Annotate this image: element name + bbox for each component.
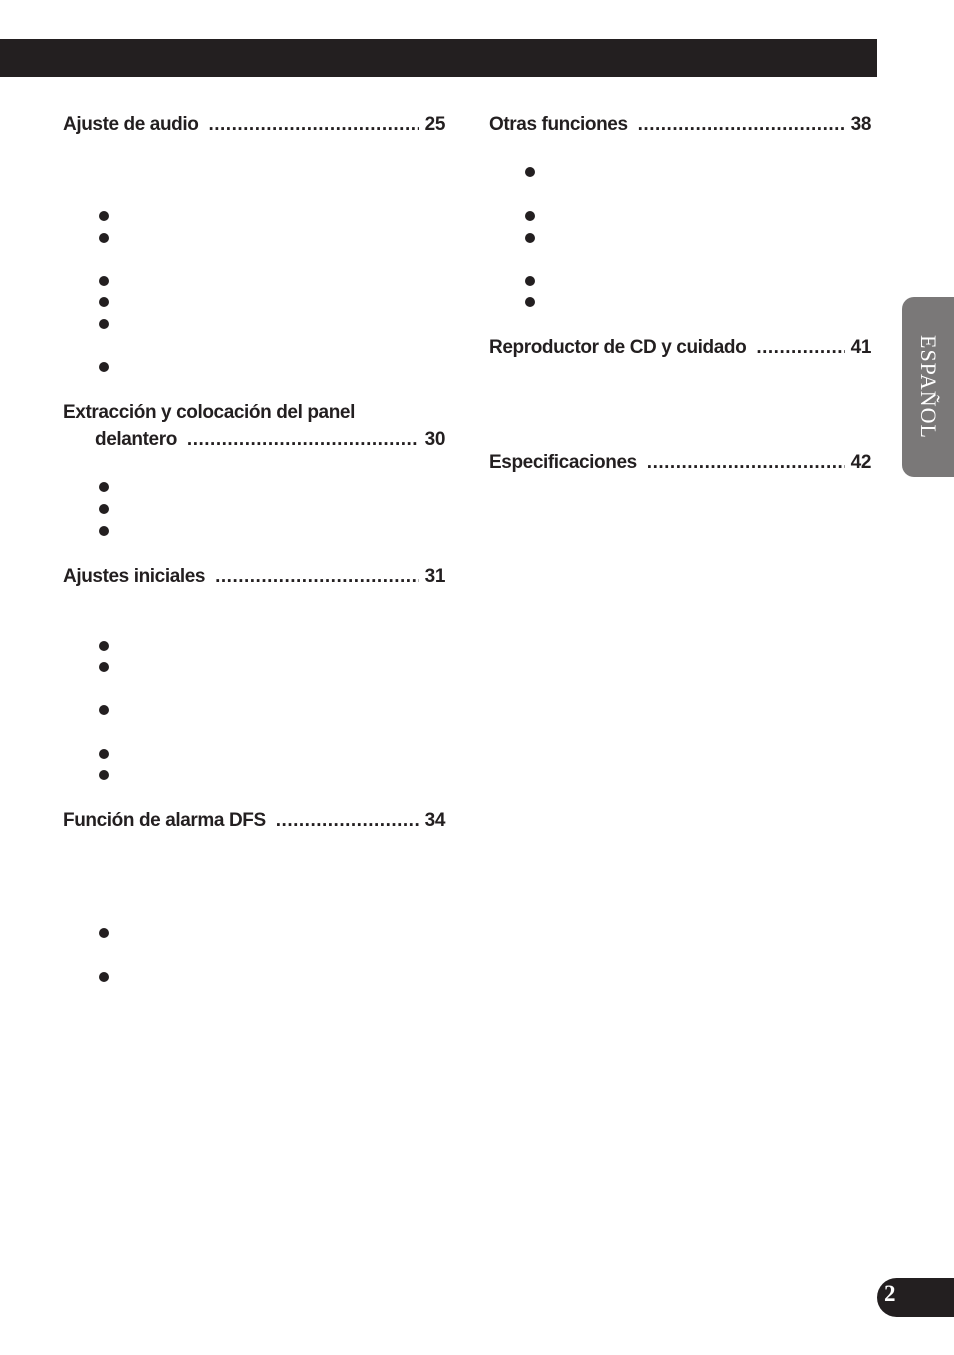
bullet-icon [99, 482, 109, 492]
bullet-icon [525, 167, 535, 177]
toc-page-number: 30 [424, 429, 445, 450]
dot-leader [647, 451, 845, 475]
dot-leader [208, 113, 418, 137]
language-tab-label: ESPAÑOL [916, 335, 941, 439]
toc-entry-title[interactable]: Extracción y colocación del panel [63, 402, 355, 423]
bullet-icon [99, 749, 109, 759]
toc-entry-especificaciones[interactable] [489, 451, 871, 475]
language-tab [902, 297, 954, 477]
bullet-icon [99, 972, 109, 982]
toc-page-number: 25 [424, 114, 445, 135]
bullet-icon [99, 233, 109, 243]
dot-leader [756, 336, 844, 360]
bullet-icon [99, 297, 109, 307]
bullet-icon [525, 276, 535, 286]
dot-leader [276, 809, 419, 833]
bullet-icon [99, 928, 109, 938]
bullet-icon [99, 770, 109, 780]
toc-entry-funcion-alarma-dfs[interactable] [63, 809, 445, 833]
toc-page-number: 31 [424, 566, 445, 587]
bullet-icon [99, 276, 109, 286]
toc-page-number: 38 [850, 114, 871, 135]
toc-entry-title-continued: delantero [95, 429, 177, 450]
toc-entry-title: Otras funciones [489, 114, 628, 135]
bullet-icon [525, 297, 535, 307]
bullet-icon [99, 526, 109, 536]
header-bar [0, 39, 877, 77]
dot-leader [187, 428, 419, 452]
bullet-icon [99, 362, 109, 372]
bullet-icon [99, 662, 109, 672]
toc-entry-title: Reproductor de CD y cuidado [489, 337, 747, 358]
bullet-icon [99, 319, 109, 329]
page-number-badge [877, 1278, 954, 1317]
toc-entry-ajuste-de-audio[interactable] [63, 113, 445, 137]
dot-leader [638, 113, 845, 137]
bullet-icon [99, 705, 109, 715]
toc-entry-reproductor-cd[interactable] [489, 336, 871, 360]
toc-entry-title: Función de alarma DFS [63, 810, 266, 831]
bullet-icon [99, 641, 109, 651]
toc-entry-title: Ajuste de audio [63, 114, 199, 135]
toc-entry-otras-funciones[interactable] [489, 113, 871, 137]
bullet-icon [525, 211, 535, 221]
page-number: 2 [884, 1281, 896, 1306]
toc-page-number: 41 [850, 337, 871, 358]
toc-entry-extraccion-panel[interactable] [95, 428, 445, 452]
bullet-icon [99, 211, 109, 221]
toc-entry-title: Especificaciones [489, 452, 637, 473]
toc-entry-ajustes-iniciales[interactable] [63, 565, 445, 589]
toc-page-number: 34 [424, 810, 445, 831]
bullet-icon [99, 504, 109, 514]
dot-leader [215, 565, 419, 589]
toc-entry-title: Ajustes iniciales [63, 566, 206, 587]
bullet-icon [525, 233, 535, 243]
toc-page-number: 42 [850, 452, 871, 473]
